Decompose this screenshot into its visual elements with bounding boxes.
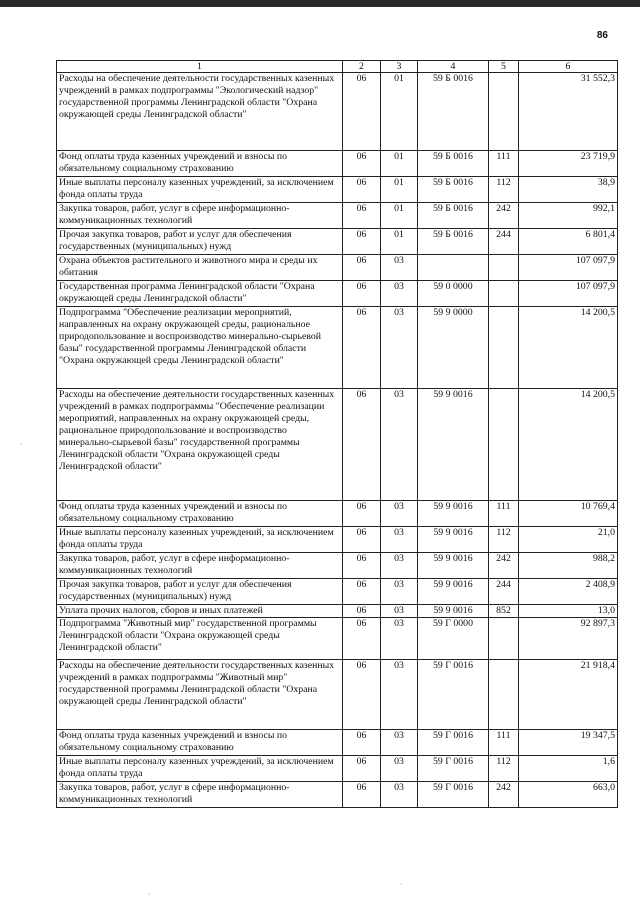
row-target-code-cell: 59 Г 0016 — [418, 782, 489, 808]
row-target-code-cell: 59 9 0016 — [418, 553, 489, 579]
row-amount-cell: 6 801,4 — [519, 229, 618, 255]
header-col-4: 4 — [418, 61, 489, 73]
row-name-cell: Иные выплаты персоналу казенных учреждений, за исключением фонда оплаты труда — [57, 527, 343, 553]
row-expense-type-cell — [489, 255, 519, 281]
row-subsection-cell: 03 — [381, 660, 418, 730]
table-row — [57, 307, 618, 389]
row-section-cell: 06 — [343, 73, 381, 151]
row-expense-type-cell: 244 — [489, 229, 519, 255]
row-name-cell: Закупка товаров, работ, услуг в сфере информационно-коммуникационных технологий — [57, 782, 343, 808]
row-name-cell: Подпрограмма "Обеспечение реализации мероприятий, направленных на охрану окружающей среды, рациональное природопользование и воспроизводство минерально-сырьевой базы" государственной программы Ленинградской области "Охрана окружающей среды Ленинградской области" — [57, 307, 343, 389]
row-target-code-cell: 59 9 0016 — [418, 389, 489, 501]
row-amount-cell: 13,0 — [519, 605, 618, 618]
row-name-cell: Прочая закупка товаров, работ и услуг для обеспечения государственных (муниципальных) нужд — [57, 229, 343, 255]
row-section-cell: 06 — [343, 151, 381, 177]
row-subsection-cell: 01 — [381, 203, 418, 229]
row-amount-cell: 107 097,9 — [519, 255, 618, 281]
row-target-code-cell: 59 Г 0000 — [418, 618, 489, 660]
row-target-code-cell: 59 Б 0016 — [418, 151, 489, 177]
row-section-cell: 06 — [343, 389, 381, 501]
row-amount-cell: 992,1 — [519, 203, 618, 229]
row-amount-cell: 21 918,4 — [519, 660, 618, 730]
row-name-cell: Иные выплаты персоналу казенных учреждений, за исключением фонда оплаты труда — [57, 177, 343, 203]
table-row — [57, 618, 618, 660]
row-subsection-cell: 03 — [381, 527, 418, 553]
row-subsection-cell: 03 — [381, 756, 418, 782]
row-expense-type-cell: 111 — [489, 730, 519, 756]
row-amount-cell: 14 200,5 — [519, 389, 618, 501]
row-section-cell: 06 — [343, 229, 381, 255]
row-section-cell: 06 — [343, 782, 381, 808]
row-name-cell: Расходы на обеспечение деятельности государственных казенных учреждений в рамках подпрограммы "Животный мир" государственной программы Ленинградской области "Охрана окружающей среды Ленинградской области" — [57, 660, 343, 730]
table-row — [57, 553, 618, 579]
row-subsection-cell: 03 — [381, 782, 418, 808]
budget-table — [56, 60, 618, 808]
row-name-cell: Подпрограмма "Животный мир" государственной программы Ленинградской области "Охрана окружающей среды Ленинградской области" — [57, 618, 343, 660]
row-name-cell: Фонд оплаты труда казенных учреждений и взносы по обязательному социальному страхованию — [57, 151, 343, 177]
row-section-cell: 06 — [343, 177, 381, 203]
row-amount-cell: 31 552,3 — [519, 73, 618, 151]
row-amount-cell: 1,6 — [519, 756, 618, 782]
row-expense-type-cell: 111 — [489, 151, 519, 177]
row-amount-cell: 38,9 — [519, 177, 618, 203]
header-col-3: 3 — [381, 61, 418, 73]
row-subsection-cell: 03 — [381, 307, 418, 389]
row-name-cell: Иные выплаты персоналу казенных учреждений, за исключением фонда оплаты труда — [57, 756, 343, 782]
table-row — [57, 579, 618, 605]
table-header-row — [57, 61, 618, 73]
row-expense-type-cell — [489, 307, 519, 389]
row-amount-cell: 10 769,4 — [519, 501, 618, 527]
row-name-cell: Прочая закупка товаров, работ и услуг для обеспечения государственных (муниципальных) нужд — [57, 579, 343, 605]
row-target-code-cell: 59 9 0016 — [418, 605, 489, 618]
row-section-cell: 06 — [343, 579, 381, 605]
row-expense-type-cell — [489, 660, 519, 730]
row-section-cell: 06 — [343, 527, 381, 553]
row-name-cell: Расходы на обеспечение деятельности государственных казенных учреждений в рамках подпрограммы "Экологический надзор" государственной программы Ленинградской области "Охрана окружающей среды Ленинградской области" — [57, 73, 343, 151]
row-target-code-cell: 59 9 0000 — [418, 307, 489, 389]
row-subsection-cell: 01 — [381, 73, 418, 151]
row-section-cell: 06 — [343, 618, 381, 660]
row-subsection-cell: 01 — [381, 177, 418, 203]
header-col-2: 2 — [343, 61, 381, 73]
row-amount-cell: 2 408,9 — [519, 579, 618, 605]
row-section-cell: 06 — [343, 605, 381, 618]
row-expense-type-cell: 242 — [489, 782, 519, 808]
table-row — [57, 660, 618, 730]
row-subsection-cell: 03 — [381, 389, 418, 501]
row-target-code-cell: 59 Б 0016 — [418, 229, 489, 255]
row-expense-type-cell — [489, 618, 519, 660]
row-name-cell: Закупка товаров, работ, услуг в сфере информационно-коммуникационных технологий — [57, 203, 343, 229]
row-name-cell: Фонд оплаты труда казенных учреждений и взносы по обязательному социальному страхованию — [57, 501, 343, 527]
row-subsection-cell: 03 — [381, 579, 418, 605]
row-amount-cell: 92 897,3 — [519, 618, 618, 660]
row-target-code-cell — [418, 255, 489, 281]
header-col-6: 6 — [519, 61, 618, 73]
row-expense-type-cell: 112 — [489, 756, 519, 782]
page-number: 86 — [596, 30, 608, 41]
table-row — [57, 281, 618, 307]
row-section-cell: 06 — [343, 501, 381, 527]
row-section-cell: 06 — [343, 553, 381, 579]
row-section-cell: 06 — [343, 281, 381, 307]
row-amount-cell: 23 719,9 — [519, 151, 618, 177]
row-expense-type-cell: 242 — [489, 553, 519, 579]
scan-speck: · — [148, 890, 151, 899]
row-target-code-cell: 59 Г 0016 — [418, 730, 489, 756]
row-target-code-cell: 59 0 0000 — [418, 281, 489, 307]
table-row — [57, 203, 618, 229]
table-row — [57, 782, 618, 808]
row-section-cell: 06 — [343, 730, 381, 756]
row-target-code-cell: 59 Г 0016 — [418, 660, 489, 730]
row-target-code-cell: 59 Г 0016 — [418, 756, 489, 782]
row-subsection-cell: 01 — [381, 229, 418, 255]
table-row — [57, 501, 618, 527]
row-name-cell: Расходы на обеспечение деятельности государственных казенных учреждений в рамках подпрограммы "Обеспечение реализации мероприятий, направленных на охрану окружающей среды, рациональное природопользование и воспроизводство минерально-сырьевой базы" государственной программы Ленинградской области "Охрана окружающей среды Ленинградской области" — [57, 389, 343, 501]
table-row — [57, 605, 618, 618]
row-subsection-cell: 03 — [381, 730, 418, 756]
row-subsection-cell: 01 — [381, 151, 418, 177]
row-target-code-cell: 59 9 0016 — [418, 501, 489, 527]
row-section-cell: 06 — [343, 203, 381, 229]
row-subsection-cell: 03 — [381, 501, 418, 527]
row-name-cell: Фонд оплаты труда казенных учреждений и взносы по обязательному социальному страхованию — [57, 730, 343, 756]
row-name-cell: Государственная программа Ленинградской области "Охрана окружающей среды Ленинградской области" — [57, 281, 343, 307]
table-row — [57, 177, 618, 203]
row-target-code-cell: 59 9 0016 — [418, 579, 489, 605]
row-expense-type-cell: 244 — [489, 579, 519, 605]
row-target-code-cell: 59 Б 0016 — [418, 73, 489, 151]
row-amount-cell: 19 347,5 — [519, 730, 618, 756]
scan-speck: · — [400, 880, 403, 889]
row-target-code-cell: 59 Б 0016 — [418, 177, 489, 203]
row-subsection-cell: 03 — [381, 605, 418, 618]
header-col-5: 5 — [489, 61, 519, 73]
row-expense-type-cell: 112 — [489, 177, 519, 203]
row-expense-type-cell — [489, 281, 519, 307]
table-row — [57, 73, 618, 151]
row-subsection-cell: 03 — [381, 553, 418, 579]
table-row — [57, 730, 618, 756]
row-name-cell: Уплата прочих налогов, сборов и иных платежей — [57, 605, 343, 618]
row-expense-type-cell — [489, 73, 519, 151]
row-amount-cell: 107 097,9 — [519, 281, 618, 307]
table-row — [57, 229, 618, 255]
header-col-1: 1 — [57, 61, 343, 73]
row-target-code-cell: 59 9 0016 — [418, 527, 489, 553]
table-row — [57, 527, 618, 553]
table-row — [57, 255, 618, 281]
row-section-cell: 06 — [343, 307, 381, 389]
row-expense-type-cell: 852 — [489, 605, 519, 618]
row-amount-cell: 14 200,5 — [519, 307, 618, 389]
row-subsection-cell: 03 — [381, 255, 418, 281]
row-expense-type-cell — [489, 389, 519, 501]
row-section-cell: 06 — [343, 756, 381, 782]
row-expense-type-cell: 242 — [489, 203, 519, 229]
scan-speck: · — [20, 440, 23, 449]
row-amount-cell: 21,0 — [519, 527, 618, 553]
row-name-cell: Закупка товаров, работ, услуг в сфере информационно-коммуникационных технологий — [57, 553, 343, 579]
row-name-cell: Охрана объектов растительного и животного мира и среды их обитания — [57, 255, 343, 281]
table-row — [57, 151, 618, 177]
row-subsection-cell: 03 — [381, 618, 418, 660]
row-section-cell: 06 — [343, 660, 381, 730]
row-subsection-cell: 03 — [381, 281, 418, 307]
table-row — [57, 389, 618, 501]
row-expense-type-cell: 111 — [489, 501, 519, 527]
scan-edge-bar — [0, 0, 640, 7]
row-amount-cell: 988,2 — [519, 553, 618, 579]
table-row — [57, 756, 618, 782]
row-expense-type-cell: 112 — [489, 527, 519, 553]
row-amount-cell: 663,0 — [519, 782, 618, 808]
row-target-code-cell: 59 Б 0016 — [418, 203, 489, 229]
row-section-cell: 06 — [343, 255, 381, 281]
